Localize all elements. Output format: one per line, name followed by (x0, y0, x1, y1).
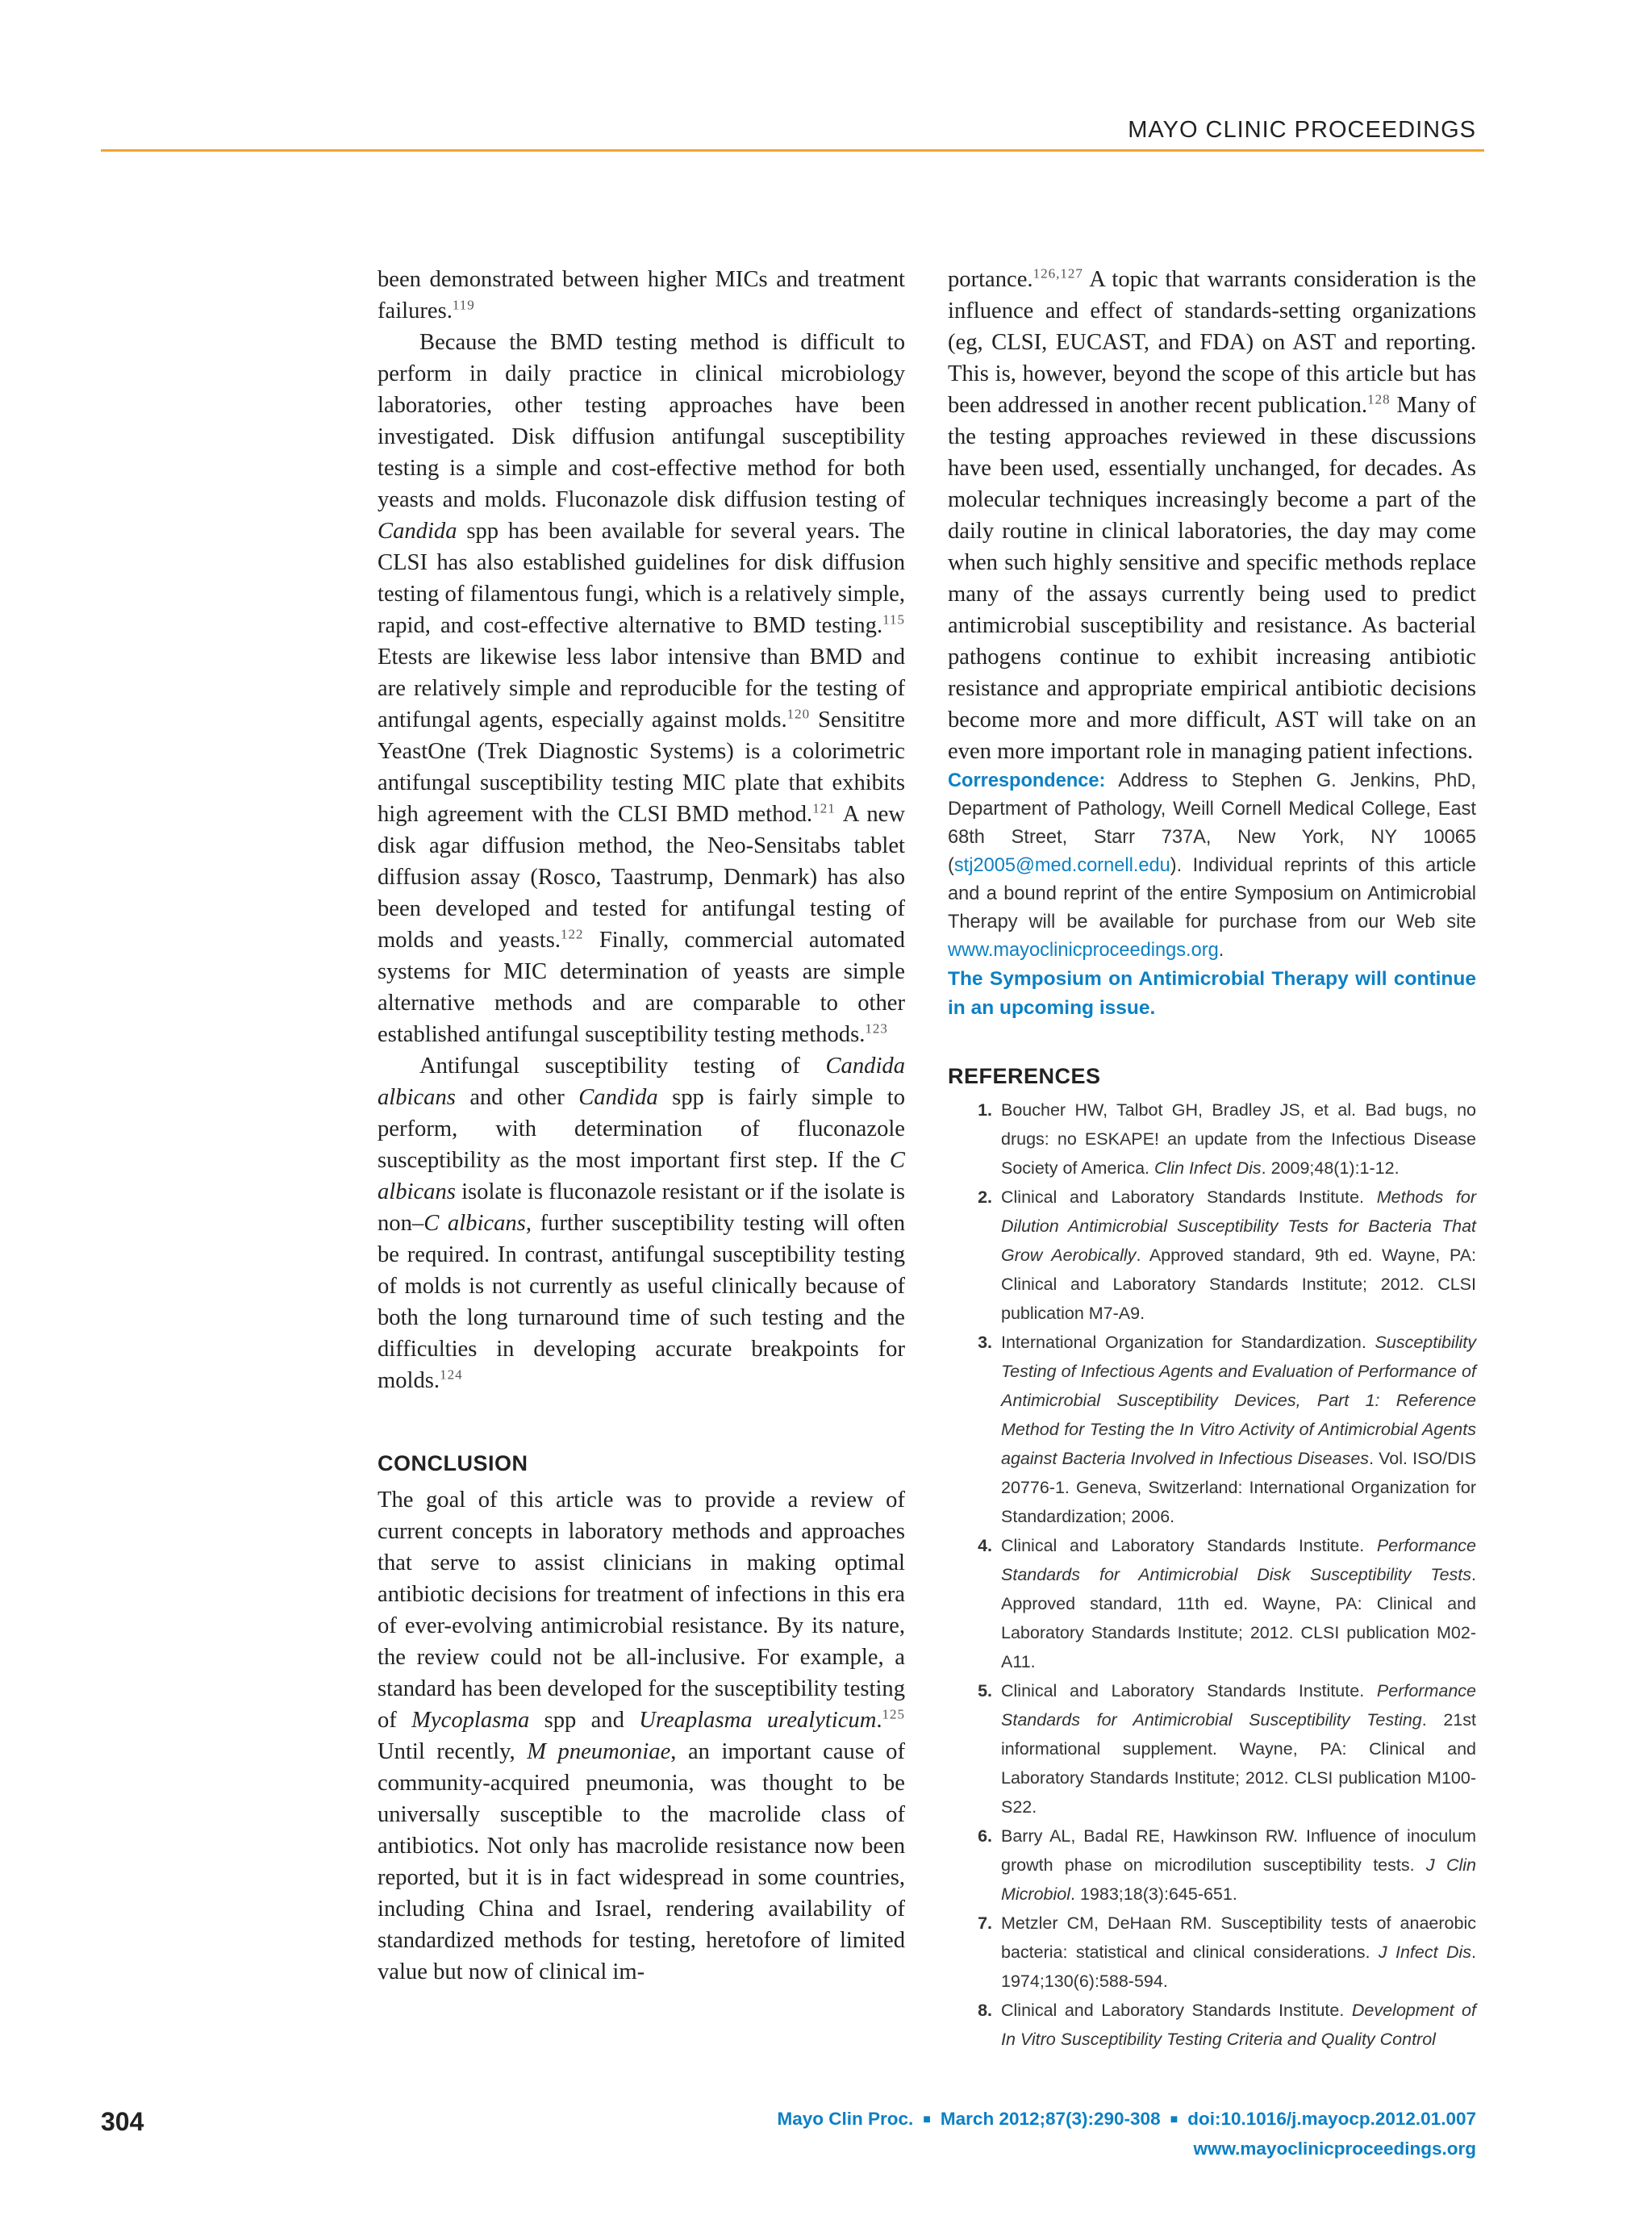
citation: 126,127 (1032, 265, 1083, 282)
text-run: spp has been available for several years. The CLSI has also established guidelines for disk diffusion testing of filamentous fungi, which is a relatively simple, rapid, and cost-effective alternative to BMD testing. (378, 519, 905, 638)
text-run: Finally, commercial automated systems for MIC determination of yeasts are simple alternative methods and are comparable to other established antifungal susceptibility testing methods. (378, 928, 905, 1047)
reference-text (1001, 1095, 1476, 1183)
reference-number: 2. (978, 1187, 992, 1207)
italic-text: C albicans (378, 1148, 905, 1204)
reference-number: 5. (978, 1681, 992, 1700)
reference-item (948, 1328, 1476, 1531)
text-run: , further susceptibility testing will often be required. In contrast, antifungal susceptibility testing of molds is not currently as useful clinically because of both the long turnaround time of such testing and the difficulties in developing accurate breakpoints for molds. (378, 1211, 905, 1393)
italic-text: Susceptibility Testing of Infectious Agents and Evaluation of Performance of Antimicrobial Susceptibility Devices, Part 1: Reference Method for Testing the In Vitro Activity of Antimicrobial Agents against Bacteria Involved in Infectious Diseases (1001, 1333, 1476, 1468)
italic-text: Mycoplasma (411, 1708, 530, 1733)
text-run: Clinical and Laboratory Standards Institute. (1001, 1187, 1377, 1207)
symposium-note: The Symposium on Antimicrobial Therapy will continue in an upcoming issue. (948, 968, 1476, 1019)
journal-abbrev: Mayo Clin Proc. (777, 2109, 914, 2129)
paragraph (948, 264, 1476, 767)
citation: 122 (560, 926, 584, 942)
text-run: . (1218, 940, 1224, 961)
citation: 124 (440, 1367, 463, 1383)
text-run: The goal of this article was to provide a review of current concepts in laboratory methods and approaches that serve to assist clinicians in making optimal antibiotic decisions for treatment of infections in this era of ever-evolving antimicrobial resistance. By its nature, the review could not be all-inclusive. For example, a standard has been developed for the susceptibility testing of (378, 1488, 905, 1733)
separator-icon: ■ (923, 2113, 931, 2126)
citation: 119 (452, 297, 475, 313)
header-rule (101, 149, 1484, 152)
text-run: . (876, 1708, 882, 1733)
references-list (948, 1095, 1476, 2054)
citation: 120 (786, 706, 811, 722)
reference-item (948, 1996, 1476, 2054)
italic-text: Development of In Vitro Susceptibility Testing Criteria and Quality Control (1001, 2001, 1476, 2049)
text-run: and other (455, 1085, 579, 1110)
text-run: spp is fairly simple to perform, with determination of fluconazole susceptibility as the most important first step. If the (378, 1085, 905, 1173)
reference-number: 6. (978, 1826, 992, 1846)
issue-info: March 2012;87(3):290-308 (940, 2109, 1161, 2129)
italic-text: Ureaplasma urealyticum (639, 1708, 877, 1733)
text-run: Until recently, (378, 1739, 528, 1764)
italic-text: M pneumoniae (527, 1739, 671, 1764)
reference-item (948, 1909, 1476, 1996)
reference-text (1001, 1996, 1476, 2054)
citation: 128 (1367, 391, 1391, 407)
reference-text (1001, 1821, 1476, 1909)
paragraph (378, 264, 905, 327)
reference-number: 3. (978, 1333, 992, 1352)
text-run: . Approved standard, 11th ed. Wayne, PA: Clinical and Laboratory Standards Institute; 2012. CLSI publication M02-A11. (1001, 1565, 1476, 1671)
text-run: portance. (948, 267, 1033, 292)
reference-text (1001, 1531, 1476, 1676)
text-run: Antifungal susceptibility testing of (419, 1054, 826, 1079)
text-run: . Approved standard, 9th ed. Wayne, PA: Clinical and Laboratory Standards Institute; 2012. CLSI publication M7-A9. (1001, 1246, 1477, 1323)
reference-number: 7. (978, 1913, 992, 1933)
correspondence-label: Correspondence: (948, 770, 1106, 791)
text-run: isolate is fluconazole resistant or if the isolate is non– (378, 1179, 905, 1236)
text-run: Many of the testing approaches reviewed in these discussions have been used, essentially unchanged, for decades. As molecular techniques increasingly become a part of the daily routine in clinical laboratories, the day may come when such highly sensitive and specific methods replace many of the assays currently being used to predict antimicrobial susceptibility and resistance. As bacterial pathogens continue to exhibit increasing antibiotic resistance and appropriate empirical antibiotic decisions become more and more difficult, AST will take on an even more important role in managing patient infections. (948, 393, 1477, 764)
italic-text: C albicans (423, 1211, 526, 1236)
left-column (378, 264, 905, 1988)
italic-text: J Infect Dis (1378, 1942, 1472, 1962)
page-number: 304 (101, 2107, 144, 2136)
reference-item (948, 1183, 1476, 1328)
text-run: A new disk agar diffusion method, the Neo-Sensitabs tablet diffusion assay (Rosco, Taastrump, Denmark) has also been developed and tested for antifungal testing of molds and yeasts. (378, 802, 905, 953)
citation: 115 (882, 611, 905, 628)
citation: 125 (882, 1706, 906, 1722)
citation: 123 (865, 1020, 888, 1037)
italic-text: Clin Infect Dis (1154, 1158, 1262, 1178)
reference-number: 1. (978, 1100, 992, 1120)
text-run: Etests are likewise less labor intensive than BMD and are relatively simple and reproducible for the testing of antifungal agents, especially against molds. (378, 645, 905, 732)
italic-text: Candida (578, 1085, 658, 1110)
citation: 121 (812, 800, 836, 816)
italic-text: Methods for Dilution Antimicrobial Susceptibility Tests for Bacteria That Grow Aerobically (1001, 1187, 1476, 1265)
correspondence (948, 767, 1476, 965)
text-run: . 1974;130(6):588-594. (1001, 1942, 1476, 1991)
footer-citation (0, 2109, 1476, 2130)
italic-text: Performance Standards for Antimicrobial Susceptibility Testing (1001, 1681, 1476, 1730)
conclusion-heading: CONCLUSION (378, 1451, 528, 1475)
reference-text (1001, 1328, 1476, 1531)
text-run: . 21st informational supplement. Wayne, PA: Clinical and Laboratory Standards Institute; 2012. CLSI publication M100-S22. (1001, 1710, 1476, 1817)
italic-text: Candida (378, 519, 457, 544)
text-run: ). Individual reprints of this article and a bound reprint of the entire Symposium on Antimicrobial Therapy will be available for purchase from our Web site (948, 855, 1476, 933)
text-run: Because the BMD testing method is difficult to perform in daily practice in clinical microbiology laboratories, other testing approaches have been investigated. Disk diffusion antifungal susceptibility testing is a simple and cost-effective method for both yeasts and molds. Fluconazole disk diffusion testing of (378, 330, 905, 512)
text-run: Clinical and Laboratory Standards Institute. (1001, 1536, 1377, 1555)
text-run: Barry AL, Badal RE, Hawkinson RW. Influence of inoculum growth phase on microdilution susceptibility tests. (1001, 1826, 1476, 1875)
text-run: Sensititre YeastOne (Trek Diagnostic Systems) is a colorimetric antifungal susceptibility testing MIC plate that exhibits high agreement with the CLSI BMD method. (378, 707, 905, 827)
reference-number: 4. (978, 1536, 992, 1555)
right-column (948, 264, 1476, 2054)
reference-text (1001, 1676, 1476, 1821)
text-run: spp and (529, 1708, 640, 1733)
text-run: , an important cause of community-acquired pneumonia, was thought to be universally susceptible to the macrolide class of antibiotics. Not only has macrolide resistance now been reported, but it is in fact widespread in some countries, including China and Israel, rendering availability of standardized methods for testing, heretofore of limited value but now of clinical im- (378, 1739, 905, 1984)
text-run: been demonstrated between higher MICs and treatment failures. (378, 267, 905, 323)
reference-item (948, 1095, 1476, 1183)
separator-icon: ■ (1170, 2113, 1179, 2126)
reference-item (948, 1531, 1476, 1676)
footer-website[interactable]: www.mayoclinicproceedings.org (1193, 2139, 1476, 2159)
italic-text: Candida albicans (378, 1054, 905, 1110)
reference-number: 8. (978, 2001, 992, 2020)
reference-item (948, 1821, 1476, 1909)
paragraph (378, 1050, 905, 1396)
text-run: A topic that warrants consideration is the influence and effect of standards-setting organizations (eg, CLSI, EUCAST, and FDA) on AST and reporting. This is, however, beyond the scope of this article but has been addressed in another recent publication. (948, 267, 1476, 418)
paragraph (378, 327, 905, 1050)
reference-item (948, 1676, 1476, 1821)
text-run: International Organization for Standardization. (1001, 1333, 1375, 1352)
text-run: Metzler CM, DeHaan RM. Susceptibility tests of anaerobic bacteria: statistical and clinical considerations. (1001, 1913, 1476, 1962)
text-run: Address to Stephen G. Jenkins, PhD, Department of Pathology, Weill Cornell Medical College, East 68th Street, Starr 737A, New York, NY 10065 ( (948, 770, 1476, 876)
text-run: . 2009;48(1):1-12. (1261, 1158, 1400, 1178)
text-run: Clinical and Laboratory Standards Institute. (1001, 1681, 1377, 1700)
text-run: . Vol. ISO/DIS 20776-1. Geneva, Switzerland: International Organization for Standardization; 2006. (1001, 1449, 1476, 1526)
text-run: Clinical and Laboratory Standards Institute. (1001, 2001, 1352, 2020)
references-heading: REFERENCES (948, 1064, 1101, 1088)
paragraph (378, 1484, 905, 1988)
italic-text: J Clin Microbiol (1001, 1855, 1476, 1904)
email-link[interactable]: stj2005@med.cornell.edu (953, 855, 1170, 876)
website-link[interactable]: www.mayoclinicproceedings.org (948, 940, 1219, 961)
text-run: . 1983;18(3):645-651. (1070, 1884, 1237, 1904)
journal-header: MAYO CLINIC PROCEEDINGS (1128, 117, 1476, 143)
text-run: Boucher HW, Talbot GH, Bradley JS, et al. Bad bugs, no drugs: no ESKAPE! an update from the Infectious Disease Society of America. (1001, 1100, 1476, 1178)
reference-text (1001, 1183, 1476, 1328)
doi[interactable]: doi:10.1016/j.mayocp.2012.01.007 (1187, 2109, 1476, 2129)
italic-text: Performance Standards for Antimicrobial Disk Susceptibility Tests (1001, 1536, 1476, 1584)
reference-text (1001, 1909, 1476, 1996)
